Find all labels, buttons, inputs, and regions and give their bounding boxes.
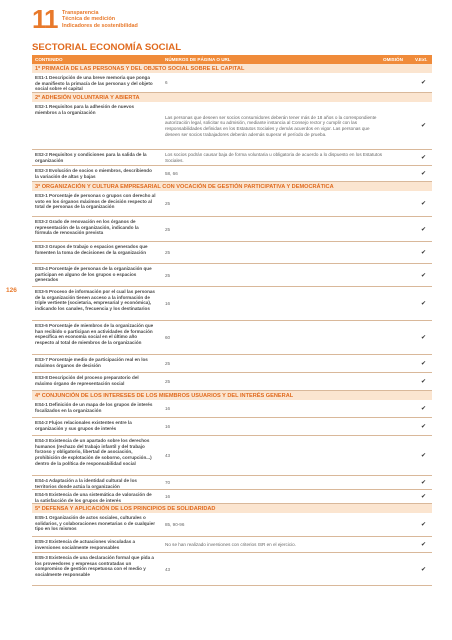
page-reference: 43: [165, 453, 171, 459]
page-reference: 16: [165, 424, 171, 430]
table-row: [32, 476, 432, 490]
check-icon: ✔: [420, 361, 427, 367]
indicator-content: ES3-7 Porcentaje medio de participación real en los máximos órganos de decisión: [35, 357, 148, 368]
indicator-content: ES3-2 Grado de renovación en los órganos de representación de la organización, indicando la fórmula de renovación prevista: [35, 219, 139, 236]
column-header-verification: V.Ext.: [415, 57, 428, 62]
indicator-content: ES5-3 Existencia de una declaración formal que pida a los proveedores y empresas contratadas un compromiso de gestión respetuosa con el medio y socialmente responsable: [35, 555, 154, 578]
indicator-content: ES3-5 Proceso de información por el cual las personas de la organización tienen acceso a la información de triple vertiente (societaria, empresarial y económica), indicando los canales, frecuencia y los destinatarios: [35, 289, 155, 312]
check-icon: ✔: [420, 453, 427, 459]
check-icon: ✔: [420, 250, 427, 256]
check-icon: ✔: [420, 155, 427, 161]
table-row: [32, 73, 432, 93]
indicator-content: ES4-1 Definición de un mapa de los grupos de interés focalizados en la organización: [35, 402, 153, 413]
indicator-content: ES4-2 Flujos relacionales existentes entre la organización y sus grupos de interés: [35, 420, 132, 431]
omission-cell: [383, 436, 415, 475]
check-icon: ✔: [420, 201, 427, 207]
omission-cell: [383, 476, 415, 489]
table-row: [32, 264, 432, 287]
group-heading: 4º CONJUNCIÓN DE LOS INTERESES DE LOS MIEMBROS USUARIOS Y DEL INTERÉS GENERAL: [32, 391, 432, 400]
indicator-content: ES2-1 Requisitos para la adhesión de nuevos miembros a la organización: [35, 104, 135, 115]
page-reference: 25: [165, 201, 171, 207]
indicator-content: ES4-3 Existencia de un apartado sobre los derechos humanos (rechazo del trabajo infantil y del trabajo forzoso y obligatorio, libertad de asociación, prohibición de explotación de soborno, corrupción...) dentro de la política de responsabilidad social: [35, 438, 152, 466]
check-icon: ✔: [420, 301, 427, 307]
check-icon: ✔: [420, 406, 427, 412]
indicator-content: ES5-1 Organización de actos sociales, culturales o solidarios, y colaboraciones monetarias o de cualquier tipo en los mismos: [35, 515, 155, 532]
page-reference: 16: [165, 494, 171, 500]
page-reference: No se han realizado inversiones con criterios ISR en el ejercicio.: [165, 542, 296, 548]
check-icon: ✔: [420, 424, 427, 430]
omission-cell: [383, 400, 415, 417]
page-reference: 16: [165, 406, 171, 412]
omission-cell: [383, 73, 415, 92]
check-icon: ✔: [420, 494, 427, 500]
group-heading: 1º PRIMACÍA DE LAS PERSONAS Y DEL OBJETO SOCIAL SOBRE EL CAPITAL: [32, 64, 432, 73]
omission-cell: [383, 150, 415, 165]
section-title: SECTORIAL ECONOMÍA SOCIAL: [32, 42, 182, 53]
group-heading: 2º ADHESIÓN VOLUNTARIA Y ABIERTA: [32, 93, 432, 102]
chapter-header: [32, 4, 232, 34]
table-row: [32, 191, 432, 217]
table-header: [32, 55, 432, 64]
check-icon: ✔: [420, 171, 427, 177]
table-row: [32, 287, 432, 321]
chapter-line: Técnica de medición: [62, 16, 116, 23]
indicator-content: ES3-6 Porcentaje de miembros de la organización que han recibido o participan en actividades de formación específica en economía social en el último año respecto al total de miembros de la organización: [35, 323, 154, 346]
check-icon: ✔: [420, 566, 427, 573]
indicator-content: ES1-1 Descripción de una breve memoria que ponga de manifiesto la primacía de las personas y del objeto social sobre el capital: [35, 75, 153, 92]
omission-cell: [383, 373, 415, 390]
omission-cell: [383, 191, 415, 216]
column-header-omission: OMISIÓN: [383, 57, 403, 62]
table-row: [32, 400, 432, 418]
omission-cell: [383, 355, 415, 372]
column-header-page: NÚMEROS DE PÁGINA O URL: [165, 57, 231, 62]
omission-cell: [383, 321, 415, 354]
indicator-content: ES3-4 Porcentaje de personas de la organización que participan en alguno de los grupos o espacios generados: [35, 266, 152, 283]
table-row: [32, 321, 432, 355]
check-icon: ✔: [420, 522, 427, 528]
omission-cell: [383, 217, 415, 241]
table-row: [32, 490, 432, 504]
page-reference: 60: [165, 335, 171, 341]
page-reference: 43: [165, 566, 171, 572]
table-row: [32, 150, 432, 166]
indicator-content: ES4-4 Adaptación a la identidad cultural de los territorios donde actúa la organización: [35, 478, 137, 489]
check-icon: ✔: [420, 272, 427, 279]
chapter-line: Indicadores de sostenibilidad: [62, 22, 138, 29]
table-row: [32, 355, 432, 373]
omission-cell: [383, 264, 415, 286]
check-icon: ✔: [420, 226, 427, 233]
page-reference: 6: [165, 80, 168, 86]
chapter-number: 11: [32, 4, 58, 34]
indicator-content: ES4-5 Existencia de una sistemática de valoración de la satisfacción de los grupos de interés: [35, 492, 152, 503]
indicator-content: ES3-1 Porcentaje de personas o grupos con derecho al voto en los órganos máximos de decisión respecto al total de personas de la organización: [35, 193, 156, 210]
indicator-content: ES5-2 Existencia de actuaciones vinculadas a inversiones socialmente responsables: [35, 539, 136, 550]
table-row: [32, 217, 432, 242]
column-header-content: CONTENIDO: [35, 57, 63, 62]
page-reference: Las personas que deseen ser socios consumidores deberán tener más de 18 años o la correspondiente autorización legal, solicitar su admisión, mediante instancia al Consejo rector y cumplir con las responsabilidades definidas en los Estatutos Sociales y demás acuerdos en vigor. Las personas que deseen ser socios trabajadores deberán además superar el período de prueba.: [165, 114, 377, 137]
table-row: [32, 436, 432, 476]
check-icon: ✔: [420, 123, 427, 129]
check-icon: ✔: [420, 80, 427, 86]
table-row: [32, 553, 432, 586]
omission-cell: [383, 242, 415, 263]
omission-cell: [383, 537, 415, 552]
omission-cell: [383, 490, 415, 503]
chapter-line: Transparencia: [62, 10, 99, 16]
page-reference: 25: [165, 379, 171, 385]
page-reference: Los socios podrán causar baja de forma voluntaria u obligatoria de acuerdo a lo dispuesto en los Estatutos Sociales.: [165, 152, 383, 163]
table-row: [32, 242, 432, 264]
omission-cell: [383, 102, 415, 149]
page-reference: 25: [165, 361, 171, 367]
page-reference: 85, 90-96: [165, 522, 185, 528]
check-icon: ✔: [420, 379, 427, 385]
omission-cell: [383, 418, 415, 435]
group-heading: 5º DEFENSA Y APLICACIÓN DE LOS PRINCIPIOS DE SOLIDARIDAD: [32, 504, 432, 513]
indicator-content: ES3-3 Grupos de trabajo o espacios generados que fomenten la toma de decisiones de la organización: [35, 244, 148, 255]
indicator-content: ES2-2 Requisitos y condiciones para la salida de la organización: [35, 152, 147, 163]
page-reference: 25: [165, 226, 171, 232]
indicator-table: [32, 55, 432, 586]
page-reference: 70: [165, 480, 171, 486]
table-row: [32, 537, 432, 553]
omission-cell: [383, 287, 415, 320]
group-heading: 3º ORGANIZACIÓN Y CULTURA EMPRESARIAL CON VOCACIÓN DE GESTIÓN PARTICIPATIVA Y DEMOCRÁTICA: [32, 182, 432, 191]
indicator-content: ES3-8 Descripción del proceso preparatorio del máximo órgano de representación social: [35, 375, 139, 386]
table-row: [32, 102, 432, 150]
page-reference: 16: [165, 301, 171, 307]
omission-cell: [383, 553, 415, 585]
omission-cell: [383, 166, 415, 181]
table-row: [32, 373, 432, 391]
check-icon: ✔: [420, 480, 427, 486]
page-number: 126: [6, 287, 17, 294]
omission-cell: [383, 513, 415, 536]
check-icon: ✔: [420, 542, 427, 548]
page-reference: 58, 66: [165, 171, 178, 177]
table-row: [32, 418, 432, 436]
chapter-lines: [62, 10, 138, 29]
page-reference: 25: [165, 272, 171, 278]
table-row: [32, 513, 432, 537]
indicator-content: ES2-3 Evolución de socios o miembros, describiendo la variación de altas y bajas: [35, 168, 152, 179]
table-row: [32, 166, 432, 182]
page-reference: 25: [165, 250, 171, 256]
check-icon: ✔: [420, 335, 427, 341]
